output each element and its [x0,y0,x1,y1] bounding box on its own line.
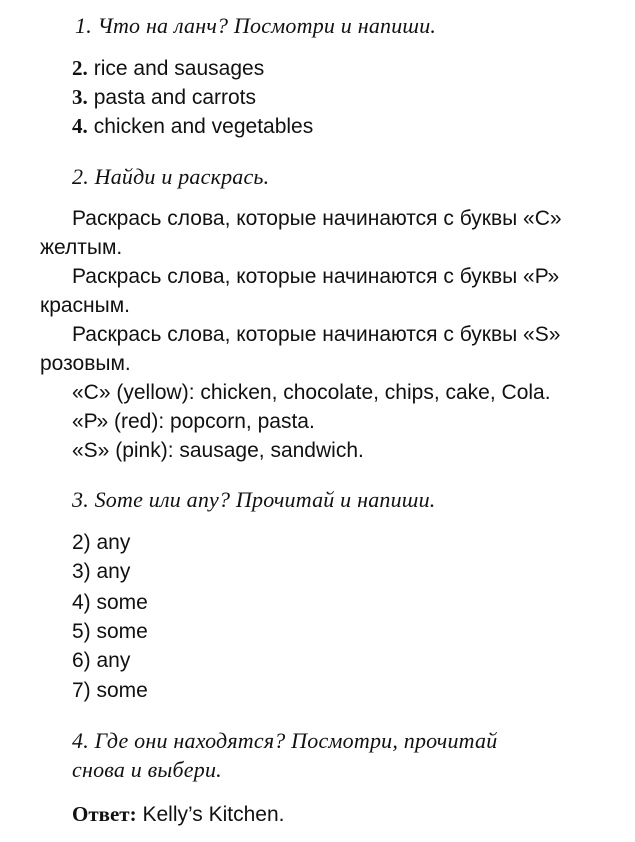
item-number: 3. [72,85,88,109]
answer-line: «С» (yellow): chicken, chocolate, chips, cake, Cola. [72,381,551,404]
list-item [72,84,256,111]
item-number: 2. [72,56,88,80]
item-text: pasta and carrots [93,86,257,109]
section-1-heading: 1. Что на ланч? Посмотри и напиши. [75,13,437,38]
list-item [72,55,264,82]
section-4-heading-cont: снова и выбери. [72,757,222,782]
section-4-heading: 4. Где они находятся? Посмотри, прочитай [72,728,498,753]
answer-line: «Р» (red): popcorn, pasta. [72,410,315,433]
item-number: 4. [72,114,88,138]
list-item: 5) some [72,620,148,643]
item-text: rice and sausages [93,57,265,80]
list-item: 2) any [72,531,131,554]
section-3-heading: 3. Some или any? Прочитай и напиши. [72,487,436,512]
list-item: 3) any [72,560,131,583]
answer-label: Ответ: [72,802,137,826]
section-2-heading: 2. Найди и раскрась. [72,164,270,189]
answer-line [72,801,285,828]
instruction-line: Раскрась слова, которые начинаются с буквы «Р» [72,265,560,288]
instruction-line: желтым. [40,236,123,259]
list-item: 6) any [72,649,131,672]
answer-text: Kelly’s Kitchen. [142,803,285,826]
instruction-line: Раскрась слова, которые начинаются с буквы «С» [72,207,562,230]
list-item [72,113,313,140]
instruction-line: розовым. [40,352,131,375]
item-text: chicken and vegetables [93,115,314,138]
instruction-line: красным. [40,294,131,317]
instruction-line: Раскрась слова, которые начинаются с буквы «S» [72,323,561,346]
answer-line: «S» (pink): sausage, sandwich. [72,439,364,462]
list-item: 7) some [72,679,148,702]
list-item: 4) some [72,591,148,614]
